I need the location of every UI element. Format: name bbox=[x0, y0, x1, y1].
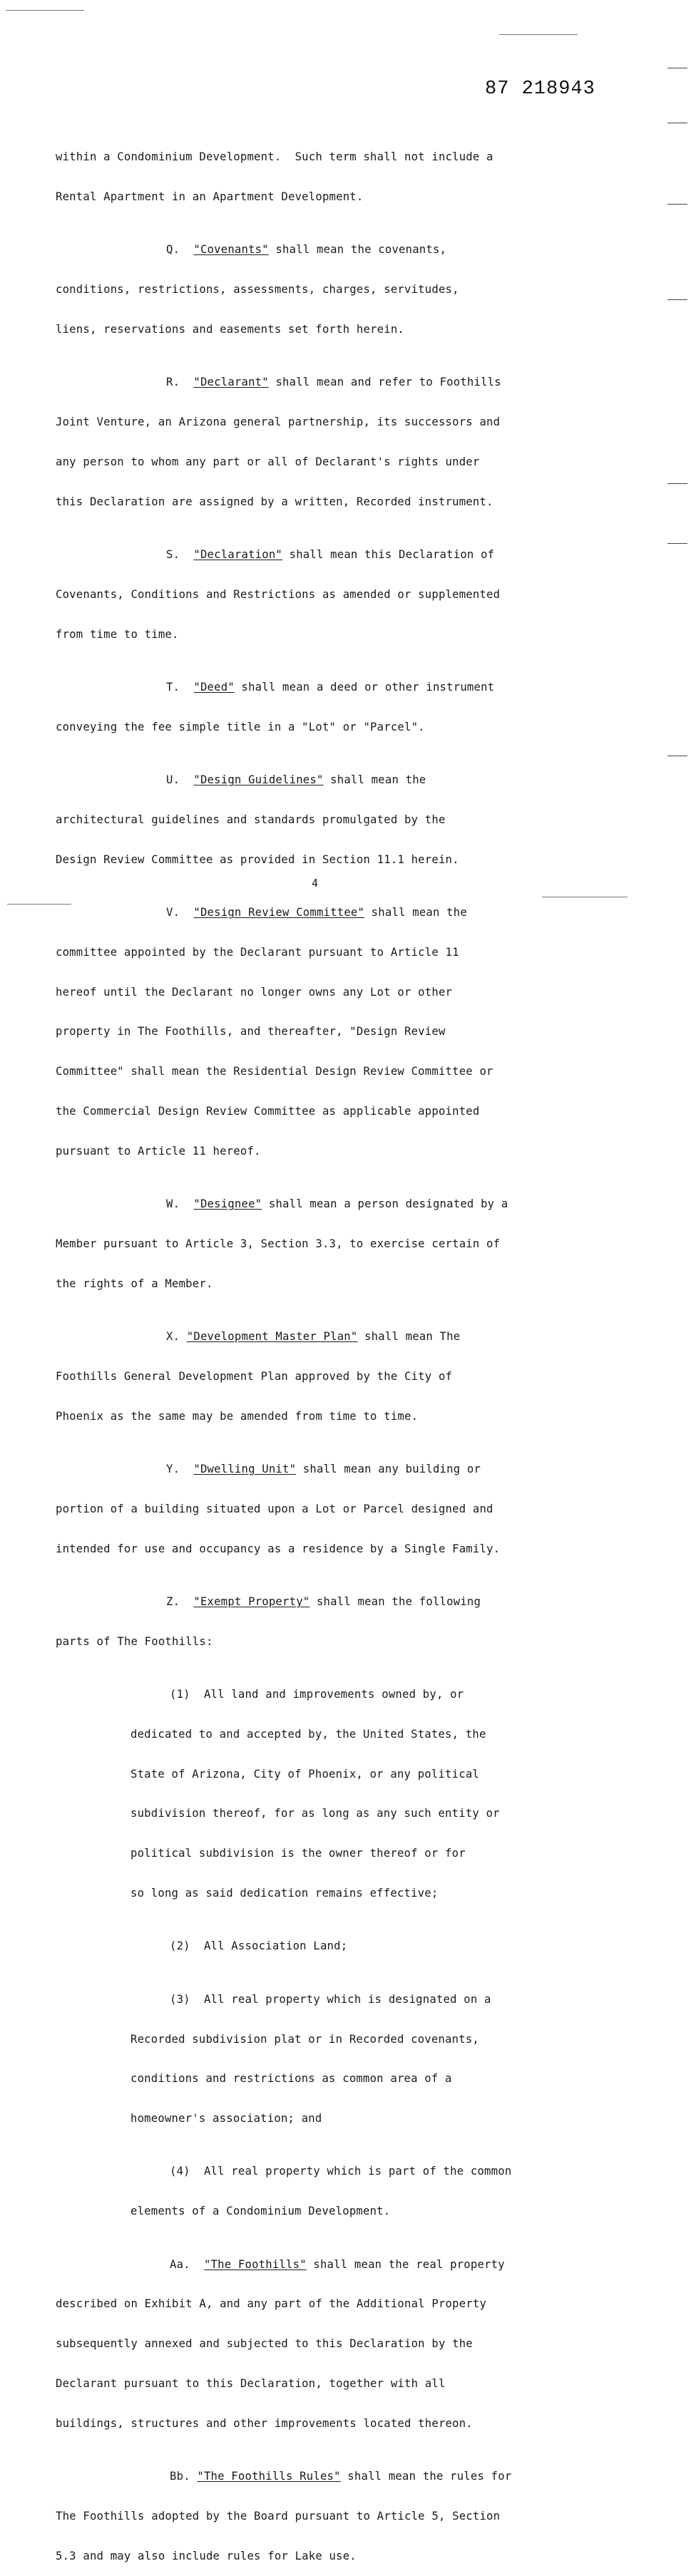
text-line: homeowner's association; and bbox=[130, 2112, 322, 2126]
item-letter: Z. bbox=[166, 1594, 180, 1608]
text-line: committee appointed by the Declarant pursuant to Article 11 bbox=[56, 945, 459, 959]
text-line: within a Condominium Development. Such term shall not include a bbox=[56, 150, 493, 164]
defined-term: "Declarant" bbox=[193, 376, 269, 389]
text-line: Joint Venture, an Arizona general partnership, its successors and bbox=[56, 416, 501, 429]
definition-q bbox=[56, 243, 583, 257]
definition-text: shall mean the bbox=[323, 773, 426, 787]
item-letter: R. bbox=[166, 376, 180, 389]
text-line: property in The Foothills, and thereafter, "Design Review bbox=[56, 1025, 446, 1039]
text-line: Member pursuant to Article 3, Section 3.3, to exercise certain of bbox=[56, 1237, 501, 1250]
text-line: the Commercial Design Review Committee as applicable appointed bbox=[56, 1104, 480, 1118]
scan-mark bbox=[7, 904, 71, 905]
text-line: Committee" shall mean the Residential Design Review Committee or bbox=[56, 1065, 493, 1078]
definition-text: shall mean the real property bbox=[306, 2257, 505, 2271]
text-line: the rights of a Member. bbox=[56, 1277, 213, 1290]
item-letter: V. bbox=[166, 906, 180, 919]
item-letter: W. bbox=[166, 1197, 180, 1211]
text-line: conditions and restrictions as common area of a bbox=[130, 2072, 452, 2086]
text-line: Declarant pursuant to this Declaration, together with all bbox=[56, 2376, 446, 2390]
text-line: subsequently annexed and subjected to this Declaration by the bbox=[56, 2337, 473, 2351]
defined-term: "Design Guidelines" bbox=[193, 773, 324, 787]
subitem-1: (1) All land and improvements owned by, or bbox=[170, 1688, 464, 1701]
defined-term: "Exempt Property" bbox=[193, 1594, 310, 1608]
definition-text: shall mean a deed or other instrument bbox=[234, 680, 495, 694]
item-letter: Aa. bbox=[170, 2257, 190, 2271]
definition-bb bbox=[56, 2470, 583, 2483]
item-letter: T. bbox=[166, 680, 180, 694]
subitem-2: (2) All Association Land; bbox=[170, 1939, 348, 1953]
text-line: Covenants, Conditions and Restrictions as amended or supplemented bbox=[56, 587, 501, 601]
text-line: Design Review Committee as provided in Section 11.1 herein. bbox=[56, 852, 459, 866]
text-line: 5.3 and may also include rules for Lake use. bbox=[56, 2549, 357, 2562]
defined-term: "The Foothills Rules" bbox=[197, 2470, 341, 2483]
text-line: buildings, structures and other improvements located thereon. bbox=[56, 2416, 473, 2430]
scan-mark bbox=[667, 204, 687, 205]
scan-mark bbox=[667, 483, 687, 484]
text-line: conditions, restrictions, assessments, charges, servitudes, bbox=[56, 283, 459, 297]
defined-term: "Designee" bbox=[193, 1197, 262, 1211]
definition-text: shall mean The bbox=[357, 1330, 461, 1344]
text-line: conveying the fee simple title in a "Lot" or "Parcel". bbox=[56, 720, 425, 733]
definition-text: shall mean and refer to Foothills bbox=[268, 376, 501, 389]
text-line: Recorded subdivision plat or in Recorded covenants, bbox=[130, 2032, 479, 2046]
definition-w bbox=[56, 1197, 583, 1211]
document-body bbox=[56, 124, 583, 2576]
text-line: dedicated to and accepted by, the United States, the bbox=[130, 1727, 486, 1741]
definition-text: shall mean this Declaration of bbox=[282, 548, 495, 561]
definition-v bbox=[56, 906, 583, 919]
item-letter: Bb. bbox=[170, 2470, 190, 2483]
text-line: subdivision thereof, for as long as any such entity or bbox=[130, 1807, 500, 1820]
defined-term: "Development Master Plan" bbox=[186, 1330, 358, 1344]
defined-term: "Covenants" bbox=[193, 243, 269, 257]
item-letter: U. bbox=[166, 773, 180, 787]
page-number: 4 bbox=[312, 877, 319, 890]
text-line: Foothills General Development Plan approved by the City of bbox=[56, 1369, 453, 1383]
text-line: from time to time. bbox=[56, 627, 179, 641]
text-line: The Foothills adopted by the Board pursuant to Article 5, Section bbox=[56, 2509, 501, 2523]
text-line: any person to whom any part or all of Declarant's rights under bbox=[56, 455, 480, 468]
definition-text: shall mean a person designated by a bbox=[262, 1197, 508, 1211]
text-line: described on Exhibit A, and any part of the Additional Property bbox=[56, 2297, 487, 2311]
definition-text: shall mean the bbox=[364, 906, 467, 919]
definition-text: shall mean any building or bbox=[296, 1462, 481, 1475]
defined-term: "Declaration" bbox=[193, 548, 283, 561]
subitem-3: (3) All real property which is designated on a bbox=[170, 1992, 491, 2006]
item-letter: Q. bbox=[166, 243, 180, 257]
text-line: political subdivision is the owner thereof or for bbox=[130, 1847, 466, 1860]
text-line: State of Arizona, City of Phoenix, or any political bbox=[130, 1767, 479, 1781]
item-letter: Y. bbox=[166, 1462, 180, 1475]
item-letter: X. bbox=[166, 1330, 180, 1344]
text-line: parts of The Foothills: bbox=[56, 1634, 213, 1648]
definition-text: shall mean the covenants, bbox=[268, 243, 447, 257]
scan-mark bbox=[667, 299, 687, 300]
defined-term: "Design Review Committee" bbox=[193, 906, 365, 919]
text-line: so long as said dedication remains effective; bbox=[130, 1886, 439, 1900]
definition-x bbox=[56, 1330, 583, 1344]
text-line: portion of a building situated upon a Lot or Parcel designed and bbox=[56, 1502, 493, 1515]
text-line: Phoenix as the same may be amended from time to time. bbox=[56, 1409, 419, 1423]
scan-mark bbox=[499, 34, 578, 35]
definition-t bbox=[56, 681, 583, 694]
text-line: this Declaration are assigned by a written, Recorded instrument. bbox=[56, 495, 493, 508]
defined-term: "Deed" bbox=[193, 680, 235, 694]
definition-y bbox=[56, 1463, 583, 1476]
text-line: architectural guidelines and standards promulgated by the bbox=[56, 813, 446, 826]
definition-r bbox=[56, 376, 583, 389]
scan-mark bbox=[667, 543, 687, 544]
document-number: 87 218943 bbox=[485, 78, 595, 100]
text-line: intended for use and occupancy as a residence by a Single Family. bbox=[56, 1542, 501, 1555]
definition-u bbox=[56, 773, 583, 787]
subitem-4: (4) All real property which is part of the common bbox=[170, 2165, 512, 2178]
text-line: hereof until the Declarant no longer owns any Lot or other bbox=[56, 985, 453, 999]
definition-z bbox=[56, 1595, 583, 1609]
defined-term: "The Foothills" bbox=[203, 2257, 307, 2271]
definition-aa bbox=[56, 2258, 583, 2272]
text-line: liens, reservations and easements set forth herein. bbox=[56, 322, 404, 336]
text-line: Rental Apartment in an Apartment Development. bbox=[56, 190, 364, 203]
defined-term: "Dwelling Unit" bbox=[193, 1462, 297, 1475]
definition-text: shall mean the following bbox=[309, 1594, 481, 1608]
scan-mark bbox=[6, 10, 84, 11]
item-letter: S. bbox=[166, 548, 180, 561]
definition-text: shall mean the rules for bbox=[340, 2470, 512, 2483]
definition-s bbox=[56, 548, 583, 562]
text-line: pursuant to Article 11 hereof. bbox=[56, 1144, 261, 1158]
text-line: elements of a Condominium Development. bbox=[130, 2205, 391, 2218]
